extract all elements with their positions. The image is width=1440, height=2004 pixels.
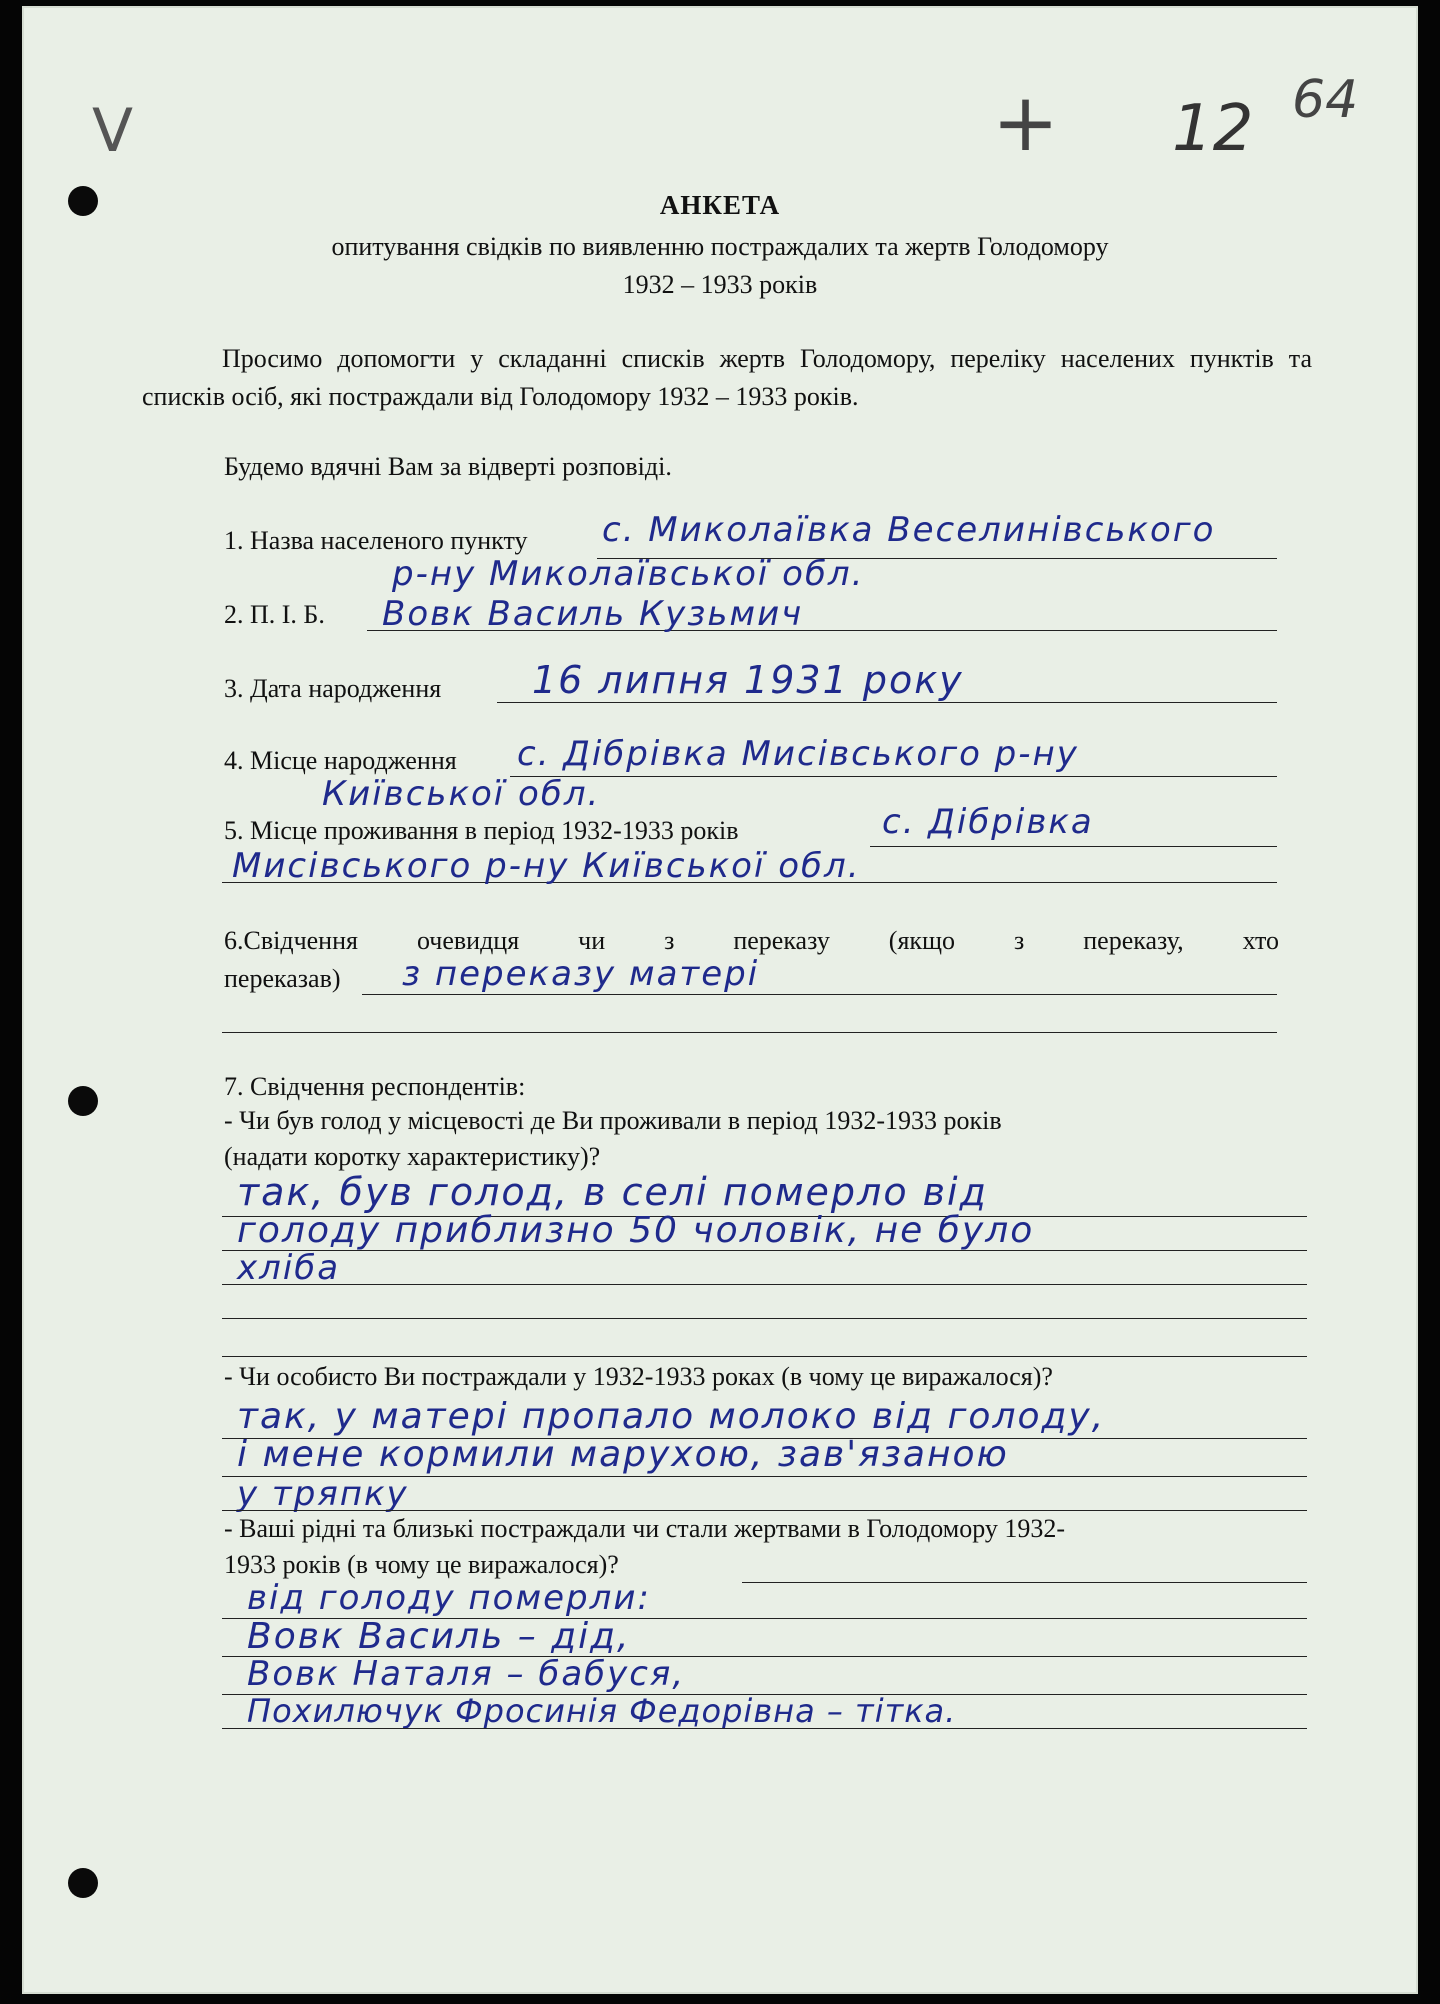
question-1-line1: - Чи був голод у місцевості де Ви проживали в період 1932-1933 років <box>224 1106 1002 1135</box>
answer-2-underline-3 <box>222 1510 1307 1511</box>
answer-1-underline-2 <box>222 1250 1307 1251</box>
settlement-value-line2: р-ну Миколаївської обл. <box>392 554 865 594</box>
birth-date-value: 16 липня 1931 року <box>532 658 964 702</box>
punch-hole-bottom <box>68 1868 98 1898</box>
testimony-source-underline-1 <box>362 994 1277 995</box>
settlement-label: 1. Назва населеного пункту <box>224 526 528 555</box>
answer-1-line2: голоду приблизно 50 чоловік, не було <box>237 1210 1035 1251</box>
archive-number: 12 <box>1172 92 1254 166</box>
testimony-source-underline-2 <box>222 1032 1277 1033</box>
answer-2-line3: у тряпку <box>237 1474 409 1514</box>
answer-1-underline-5 <box>222 1356 1307 1357</box>
answer-2-line1: так, у матері пропало молоко від голоду, <box>237 1396 1106 1437</box>
answer-1-line1: так, був голод, в селі померло від <box>237 1170 988 1214</box>
testimony-source-label-line2: переказав) <box>224 964 341 993</box>
sheet-number: 64 <box>1292 70 1359 130</box>
answer-1-line3: хліба <box>237 1248 341 1288</box>
birth-date-underline <box>497 702 1277 703</box>
thanks-text: Будемо вдячні Вам за відверті розповіді. <box>224 452 672 481</box>
residence-value-line1: с. Дібрівка <box>882 802 1094 842</box>
form-sheet <box>22 6 1418 1994</box>
intro-paragraph: Просимо допомогти у складанні списків жертв Голодомору, переліку населених пунктів та списків осіб, які постраждали від Голодомору 1932 – 1933 років. <box>142 344 1312 411</box>
residence-underline-1 <box>870 846 1277 847</box>
answer-2-line2: і мене кормили марухою, зав'язаною <box>237 1434 1009 1475</box>
punch-hole-middle <box>68 1086 98 1116</box>
question-3-line1: - Ваші рідні та близькі постраждали чи стали жертвами в Голодомору 1932- <box>224 1514 1066 1543</box>
settlement-value-line1: с. Миколаївка Веселинівського <box>602 510 1216 550</box>
birth-date-label: 3. Дата народження <box>224 674 442 703</box>
residence-label: 5. Місце проживання в період 1932-1933 років <box>224 816 739 845</box>
birth-place-value-line1: с. Дібрівка Мисівського р-ну <box>517 734 1079 774</box>
answer-1-underline-3 <box>222 1284 1307 1285</box>
name-label: 2. П. І. Б. <box>224 600 325 629</box>
answer-3-underline-4 <box>222 1728 1307 1729</box>
birth-place-label: 4. Місце народження <box>224 746 457 775</box>
check-mark: V <box>92 96 134 166</box>
testimony-source-value: з переказу матері <box>402 954 760 994</box>
question-2: - Чи особисто Ви постраждали у 1932-1933 роках (в чому це виражалося)? <box>224 1362 1053 1391</box>
answer-3-line2: Вовк Василь – дід, <box>247 1616 631 1657</box>
answer-3-line4: Похилючук Фросинія Федорівна – тітка. <box>247 1692 957 1730</box>
name-value: Вовк Василь Кузьмич <box>382 594 804 634</box>
testimony-source-label-line1: 6.Свідчення очевидця чи з переказу (якщо з переказу, хто <box>224 926 1279 955</box>
question-3-line2: 1933 років (в чому це виражалося)? <box>224 1550 619 1579</box>
question-1-line2: (надати коротку характеристику)? <box>224 1142 601 1171</box>
answer-3-underline-0 <box>742 1582 1307 1583</box>
form-subtitle-line1: опитування свідків по виявленню постраждалих та жертв Голодомору <box>331 232 1109 261</box>
residence-value-line2: Мисівського р-ну Київської обл. <box>232 846 861 886</box>
birth-place-value-line2: Київської обл. <box>322 774 601 814</box>
form-subtitle-line2: 1932 – 1933 років <box>622 270 818 299</box>
answer-3-line3: Вовк Наталя – бабуся, <box>247 1654 686 1694</box>
answer-1-underline-4 <box>222 1318 1307 1319</box>
form-title: АНКЕТА <box>659 190 781 220</box>
respondent-heading: 7. Свідчення респондентів: <box>224 1072 526 1101</box>
answer-3-line1: від голоду померли: <box>247 1578 651 1618</box>
plus-mark: + <box>992 76 1060 169</box>
birth-place-underline-1 <box>510 776 1277 777</box>
